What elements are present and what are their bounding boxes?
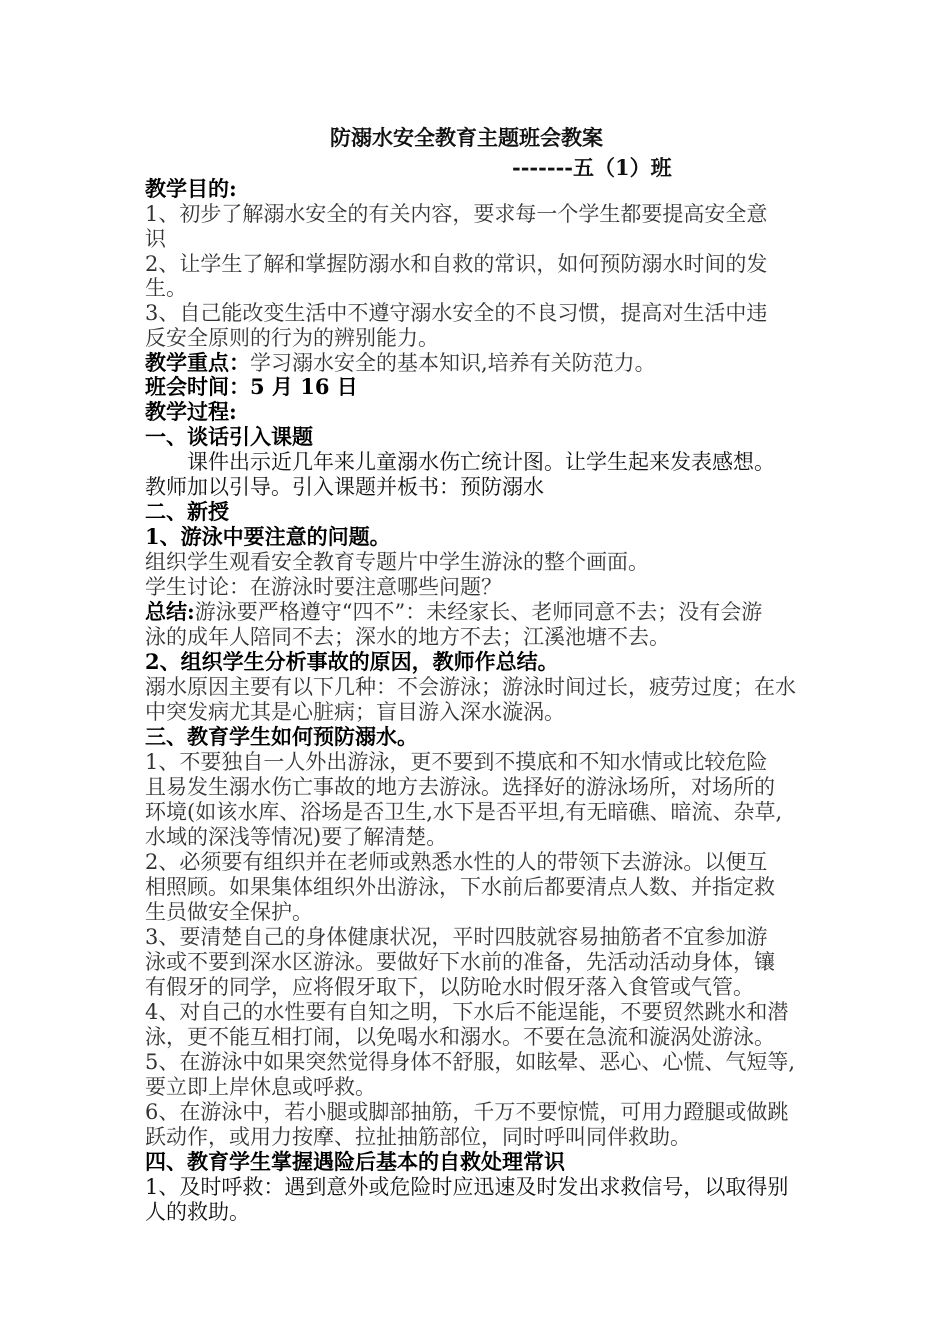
section3-line: 5、在游泳中如果突然觉得身体不舒服，如眩晕、恶心、心慌、气短等, <box>145 1050 796 1074</box>
objective-line: 生。 <box>145 276 187 300</box>
section2-sub2-heading: 2、组织学生分析事故的原因，教师作总结。 <box>145 649 559 674</box>
section4-line: 1、及时呼救：遇到意外或危险时应迅速及时发出求救信号，以取得别 <box>145 1175 789 1199</box>
section3-line: 要立即上岸休息或呼救。 <box>145 1075 376 1099</box>
section3-heading: 三、教育学生如何预防溺水。 <box>145 724 418 749</box>
meeting-time: 班会时间：5 月 16 日 <box>145 374 358 399</box>
section3-line: 生员做安全保护。 <box>145 900 313 924</box>
section3-line: 1、不要独自一人外出游泳，更不要到不摸底和不知水情或比较危险 <box>145 750 768 774</box>
summary <box>145 599 762 625</box>
summary-label: 总结: <box>145 599 195 624</box>
section3-line: 3、要清楚自己的身体健康状况，平时四肢就容易抽筋者不宜参加游 <box>145 925 768 949</box>
section3-line: 环境(如该水库、浴场是否卫生,水下是否平坦,有无暗礁、暗流、杂草, <box>145 800 783 824</box>
section1-heading: 一、谈话引入课题 <box>145 424 313 449</box>
section3-line: 泳，更不能互相打闹，以免喝水和溺水。不要在急流和漩涡处游泳。 <box>145 1025 775 1049</box>
section3-line: 2、必须要有组织并在老师或熟悉水性的人的带领下去游泳。以便互 <box>145 850 768 874</box>
section3-line: 且易发生溺水伤亡事故的地方去游泳。选择好的游泳场所，对场所的 <box>145 775 775 799</box>
objective-line: 1、初步了解溺水安全的有关内容，要求每一个学生都要提高安全意 <box>145 202 768 226</box>
objective-line: 识 <box>145 227 166 251</box>
summary-line: 泳的成年人陪同不去；深水的地方不去；江溪池塘不去。 <box>145 625 670 649</box>
objective-line: 2、让学生了解和掌握防溺水和自救的常识，如何预防溺水时间的发 <box>145 252 768 276</box>
section3-line: 有假牙的同学，应将假牙取下，以防呛水时假牙落入食管或气管。 <box>145 975 754 999</box>
objectives-heading: 教学目的: <box>145 176 237 201</box>
section2-heading: 二、新授 <box>145 499 229 524</box>
key-point-label: 教学重点： <box>145 350 250 375</box>
section3-line: 泳或不要到深水区游泳。要做好下水前的准备，先活动活动身体，镶 <box>145 950 775 974</box>
section3-line: 跃动作，或用力按摩、拉扯抽筋部位，同时呼叫同伴救助。 <box>145 1125 691 1149</box>
section3-line: 水域的深浅等情况)要了解清楚。 <box>145 825 448 849</box>
section3-line: 4、对自己的水性要有自知之明，下水后不能逞能，不要贸然跳水和潜 <box>145 1000 789 1024</box>
section1-line: 教师加以引导。引入课题并板书：预防溺水 <box>145 475 544 499</box>
summary-text: 游泳要严格遵守“四不”：未经家长、老师同意不去；没有会游 <box>194 600 763 624</box>
section2-sub1-line: 组织学生观看安全教育专题片中学生游泳的整个画面。 <box>145 550 649 574</box>
section2-sub1-heading: 1、游泳中要注意的问题。 <box>145 524 391 549</box>
section4-heading: 四、教育学生掌握遇险后基本的自救处理常识 <box>145 1149 565 1174</box>
section2-sub2-line: 溺水原因主要有以下几种：不会游泳；游泳时间过长，疲劳过度；在水 <box>145 675 796 699</box>
process-heading: 教学过程: <box>145 399 237 424</box>
section2-sub2-line: 中突发病尤其是心脏病；盲目游入深水漩涡。 <box>145 700 565 724</box>
key-point-text: 学习溺水安全的基本知识,培养有关防范力。 <box>250 351 656 375</box>
section3-line: 6、在游泳中，若小腿或脚部抽筋，千万不要惊慌，可用力蹬腿或做跳 <box>145 1100 789 1124</box>
section2-sub1-line: 学生讨论：在游泳时要注意哪些问题？ <box>145 575 502 599</box>
section1-line: 课件出示近几年来儿童溺水伤亡统计图。让学生起来发表感想。 <box>187 450 775 474</box>
objective-line: 3、自己能改变生活中不遵守溺水安全的不良习惯，提高对生活中违 <box>145 301 768 325</box>
key-point <box>145 350 656 376</box>
section4-line: 人的救助。 <box>145 1200 250 1224</box>
section3-line: 相照顾。如果集体组织外出游泳，下水前后都要清点人数、并指定救 <box>145 875 775 899</box>
class-label: -------五（1）班 <box>512 155 672 180</box>
objective-line: 反安全原则的行为的辨别能力。 <box>145 326 439 350</box>
document-title: 防溺水安全教育主题班会教案 <box>330 125 603 150</box>
